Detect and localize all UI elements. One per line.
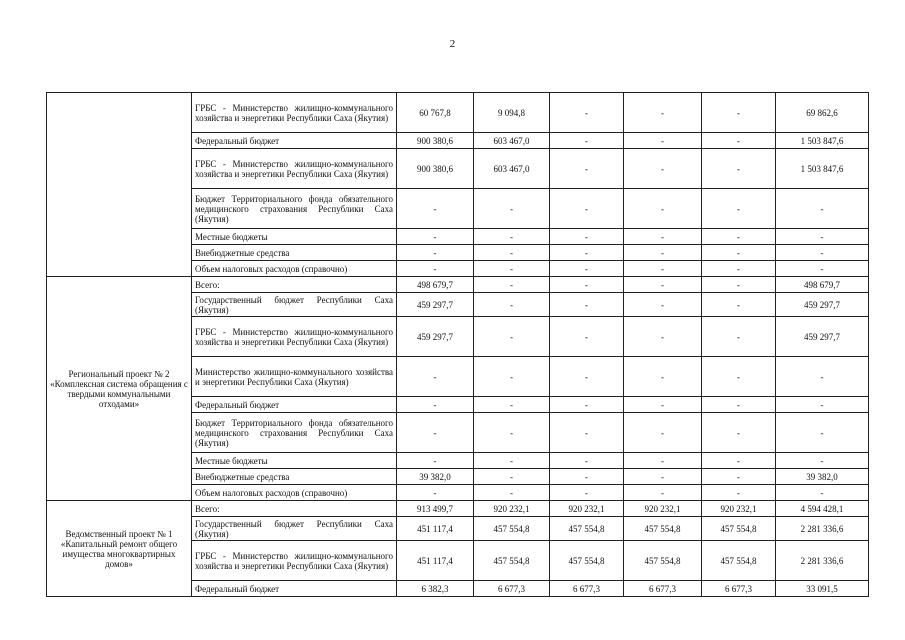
year-value-cell: -: [550, 229, 624, 245]
year-value-cell: -: [397, 485, 474, 501]
budget-table: [46, 92, 869, 597]
year-value-cell: 457 554,8: [550, 541, 624, 581]
project-name-cell: Региональный проект № 2 «Комплексная система обращения с твердыми коммунальными отходами»: [47, 277, 192, 501]
year-value-cell: 900 380,6: [397, 149, 474, 189]
table-row: [47, 277, 869, 293]
year-value-cell: -: [624, 469, 702, 485]
year-value-cell: -: [702, 93, 776, 133]
year-value-cell: -: [702, 485, 776, 501]
year-value-cell: 457 554,8: [474, 517, 550, 541]
year-value-cell: -: [624, 485, 702, 501]
year-value-cell: 6 382,3: [397, 581, 474, 597]
year-value-cell: 6 677,3: [624, 581, 702, 597]
year-value-cell: -: [702, 277, 776, 293]
year-value-cell: 603 467,0: [474, 133, 550, 149]
year-value-cell: 457 554,8: [624, 541, 702, 581]
table-row: [47, 93, 869, 133]
total-value-cell: -: [776, 397, 869, 413]
year-value-cell: 459 297,7: [397, 317, 474, 357]
funding-source-cell: Всего:: [192, 501, 397, 517]
year-value-cell: -: [397, 261, 474, 277]
year-value-cell: 457 554,8: [702, 541, 776, 581]
year-value-cell: 451 117,4: [397, 517, 474, 541]
year-value-cell: 457 554,8: [550, 517, 624, 541]
funding-source-cell: Местные бюджеты: [192, 453, 397, 469]
year-value-cell: 920 232,1: [550, 501, 624, 517]
year-value-cell: -: [624, 397, 702, 413]
total-value-cell: -: [776, 357, 869, 397]
year-value-cell: -: [474, 413, 550, 453]
year-value-cell: -: [550, 413, 624, 453]
funding-source-cell: Федеральный бюджет: [192, 133, 397, 149]
year-value-cell: -: [624, 93, 702, 133]
year-value-cell: -: [702, 133, 776, 149]
funding-source-cell: Государственный бюджет Республики Саха (Якутия): [192, 517, 397, 541]
year-value-cell: -: [550, 277, 624, 293]
year-value-cell: -: [397, 229, 474, 245]
year-value-cell: 457 554,8: [474, 541, 550, 581]
year-value-cell: -: [702, 189, 776, 229]
year-value-cell: -: [624, 245, 702, 261]
year-value-cell: -: [702, 317, 776, 357]
total-value-cell: -: [776, 453, 869, 469]
year-value-cell: 6 677,3: [702, 581, 776, 597]
year-value-cell: -: [702, 293, 776, 317]
year-value-cell: 498 679,7: [397, 277, 474, 293]
total-value-cell: -: [776, 413, 869, 453]
year-value-cell: -: [474, 469, 550, 485]
year-value-cell: -: [702, 413, 776, 453]
funding-source-cell: Министерство жилищно-коммунального хозяйства и энергетики Республики Саха (Якутия): [192, 357, 397, 397]
funding-source-cell: Государственный бюджет Республики Саха (Якутия): [192, 293, 397, 317]
year-value-cell: -: [624, 133, 702, 149]
year-value-cell: 913 499,7: [397, 501, 474, 517]
year-value-cell: -: [397, 357, 474, 397]
year-value-cell: -: [474, 245, 550, 261]
year-value-cell: -: [474, 397, 550, 413]
year-value-cell: -: [550, 293, 624, 317]
year-value-cell: -: [397, 453, 474, 469]
year-value-cell: -: [702, 357, 776, 397]
year-value-cell: -: [624, 261, 702, 277]
year-value-cell: -: [550, 149, 624, 189]
year-value-cell: -: [624, 189, 702, 229]
year-value-cell: -: [624, 149, 702, 189]
project-name-cell: [47, 93, 192, 277]
total-value-cell: -: [776, 245, 869, 261]
year-value-cell: -: [474, 453, 550, 469]
year-value-cell: -: [550, 245, 624, 261]
year-value-cell: -: [624, 229, 702, 245]
funding-source-cell: Всего:: [192, 277, 397, 293]
year-value-cell: -: [702, 149, 776, 189]
total-value-cell: 1 503 847,6: [776, 133, 869, 149]
year-value-cell: -: [397, 413, 474, 453]
year-value-cell: -: [474, 485, 550, 501]
funding-source-cell: ГРБС - Министерство жилищно-коммунального хозяйства и энергетики Республики Саха (Якутия): [192, 149, 397, 189]
year-value-cell: -: [624, 293, 702, 317]
year-value-cell: 9 094,8: [474, 93, 550, 133]
year-value-cell: -: [474, 357, 550, 397]
year-value-cell: -: [550, 357, 624, 397]
funding-source-cell: Федеральный бюджет: [192, 581, 397, 597]
year-value-cell: 457 554,8: [624, 517, 702, 541]
year-value-cell: 451 117,4: [397, 541, 474, 581]
year-value-cell: 6 677,3: [550, 581, 624, 597]
year-value-cell: 60 767,8: [397, 93, 474, 133]
year-value-cell: 457 554,8: [702, 517, 776, 541]
year-value-cell: -: [624, 453, 702, 469]
year-value-cell: -: [397, 397, 474, 413]
year-value-cell: -: [702, 229, 776, 245]
funding-source-cell: Бюджет Территориального фонда обязательного медицинского страхования Республики Саха (Якутия): [192, 413, 397, 453]
funding-source-cell: Внебюджетные средства: [192, 245, 397, 261]
year-value-cell: -: [474, 277, 550, 293]
year-value-cell: -: [550, 485, 624, 501]
table-row: [47, 501, 869, 517]
year-value-cell: 920 232,1: [624, 501, 702, 517]
funding-source-cell: Федеральный бюджет: [192, 397, 397, 413]
year-value-cell: -: [474, 189, 550, 229]
year-value-cell: -: [702, 397, 776, 413]
total-value-cell: -: [776, 229, 869, 245]
year-value-cell: -: [702, 261, 776, 277]
year-value-cell: -: [474, 229, 550, 245]
year-value-cell: -: [550, 133, 624, 149]
funding-source-cell: Местные бюджеты: [192, 229, 397, 245]
year-value-cell: -: [550, 261, 624, 277]
year-value-cell: 459 297,7: [397, 293, 474, 317]
total-value-cell: 498 679,7: [776, 277, 869, 293]
total-value-cell: 2 281 336,6: [776, 517, 869, 541]
year-value-cell: -: [550, 93, 624, 133]
year-value-cell: 900 380,6: [397, 133, 474, 149]
total-value-cell: 69 862,6: [776, 93, 869, 133]
year-value-cell: -: [624, 413, 702, 453]
year-value-cell: -: [474, 293, 550, 317]
year-value-cell: 920 232,1: [702, 501, 776, 517]
year-value-cell: -: [702, 245, 776, 261]
total-value-cell: -: [776, 485, 869, 501]
year-value-cell: -: [550, 397, 624, 413]
total-value-cell: 459 297,7: [776, 293, 869, 317]
year-value-cell: -: [702, 469, 776, 485]
total-value-cell: 2 281 336,6: [776, 541, 869, 581]
total-value-cell: 39 382,0: [776, 469, 869, 485]
project-name-cell: Ведомственный проект № 1 «Капитальный ремонт общего имущества многоквартирных домов»: [47, 501, 192, 597]
funding-source-cell: Объем налоговых расходов (справочно): [192, 485, 397, 501]
year-value-cell: -: [397, 245, 474, 261]
year-value-cell: -: [550, 453, 624, 469]
year-value-cell: 6 677,3: [474, 581, 550, 597]
page-number: 2: [449, 38, 456, 50]
total-value-cell: 459 297,7: [776, 317, 869, 357]
total-value-cell: 4 594 428,1: [776, 501, 869, 517]
year-value-cell: -: [474, 317, 550, 357]
total-value-cell: -: [776, 189, 869, 229]
total-value-cell: 1 503 847,6: [776, 149, 869, 189]
total-value-cell: 33 091,5: [776, 581, 869, 597]
year-value-cell: -: [624, 357, 702, 397]
year-value-cell: -: [702, 453, 776, 469]
year-value-cell: -: [397, 189, 474, 229]
funding-source-cell: Внебюджетные средства: [192, 469, 397, 485]
year-value-cell: 920 232,1: [474, 501, 550, 517]
total-value-cell: -: [776, 261, 869, 277]
funding-source-cell: ГРБС - Министерство жилищно-коммунального хозяйства и энергетики Республики Саха (Якутия): [192, 93, 397, 133]
year-value-cell: -: [550, 317, 624, 357]
year-value-cell: -: [550, 469, 624, 485]
year-value-cell: -: [550, 189, 624, 229]
year-value-cell: -: [624, 317, 702, 357]
funding-source-cell: Бюджет Территориального фонда обязательного медицинского страхования Республики Саха (Якутия): [192, 189, 397, 229]
funding-source-cell: ГРБС - Министерство жилищно-коммунального хозяйства и энергетики Республики Саха (Якутия): [192, 541, 397, 581]
year-value-cell: -: [624, 277, 702, 293]
year-value-cell: -: [474, 261, 550, 277]
year-value-cell: 603 467,0: [474, 149, 550, 189]
funding-source-cell: ГРБС - Министерство жилищно-коммунального хозяйства и энергетики Республики Саха (Якутия): [192, 317, 397, 357]
year-value-cell: 39 382,0: [397, 469, 474, 485]
funding-source-cell: Объем налоговых расходов (справочно): [192, 261, 397, 277]
